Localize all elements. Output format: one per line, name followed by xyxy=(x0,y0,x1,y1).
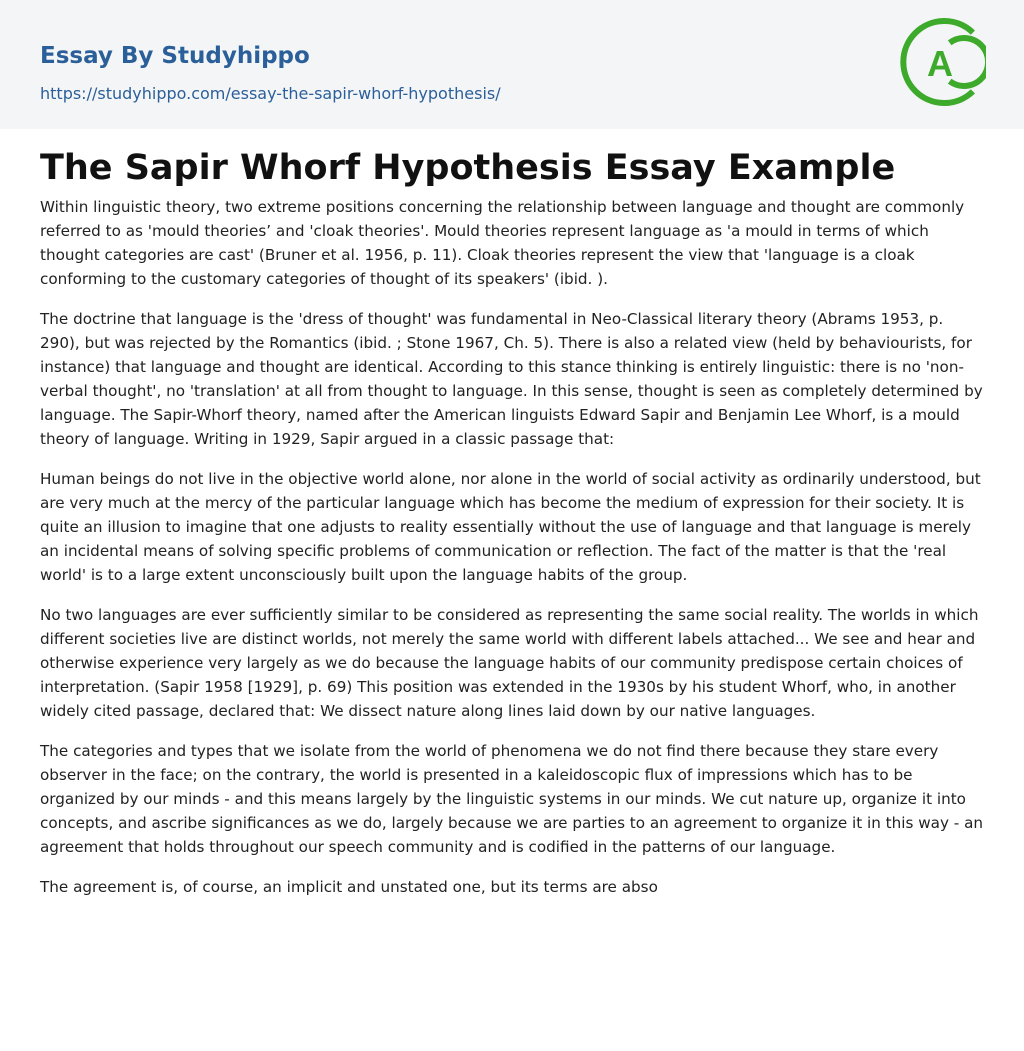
site-name[interactable]: Essay By Studyhippo xyxy=(40,43,310,69)
essay-paragraph: The agreement is, of course, an implicit and unstated one, but its terms are abso xyxy=(40,878,658,896)
essay-paragraph: Within linguistic theory, two extreme positions concerning the relationship between language and thought are commonly referred to as 'mould theories’ and 'cloak theories'. Mould theories represent language as 'a mould in terms of which thought categories are cast' (Bruner et al. 1956, p. 11). Cloak theories represent the view that 'language is a cloak conforming to the customary categories of thought of its speakers' (ibid. ). xyxy=(40,198,965,288)
studyhippo-logo-icon[interactable] xyxy=(898,18,986,106)
site-header xyxy=(0,0,1024,129)
logo-letter: A xyxy=(927,43,953,84)
essay-title: The Sapir Whorf Hypothesis Essay Example xyxy=(40,148,896,188)
essay-content xyxy=(0,129,1024,899)
essay-url-link[interactable]: https://studyhippo.com/essay-the-sapir-whorf-hypothesis/ xyxy=(40,84,501,103)
essay-paragraph: Human beings do not live in the objective world alone, nor alone in the world of social activity as ordinarily understood, but are very much at the mercy of the particular language which has become the medium of expression for their society. It is quite an illusion to imagine that one adjusts to reality essentially without the use of language and that language is merely an incidental means of solving specific problems of communication or reflection. The fact of the matter is that the 'real world' is to a large extent unconsciously built upon the language habits of the group. xyxy=(40,470,981,584)
essay-paragraph: The doctrine that language is the 'dress of thought' was fundamental in Neo-Classical literary theory (Abrams 1953, p. 290), but was rejected by the Romantics (ibid. ; Stone 1967, Ch. 5). There is also a related view (held by behaviourists, for instance) that language and thought are identical. According to this stance thinking is entirely linguistic: there is no 'non-verbal thought', no 'translation' at all from thought to language. In this sense, thought is seen as completely determined by language. The Sapir-Whorf theory, named after the American linguists Edward Sapir and Benjamin Lee Whorf, is a mould theory of language. Writing in 1929, Sapir argued in a classic passage that: xyxy=(40,310,983,448)
essay-paragraph: The categories and types that we isolate from the world of phenomena we do not find there because they stare every observer in the face; on the contrary, the world is presented in a kaleidoscopic flux of impressions which has to be organized by our minds - and this means largely by the linguistic systems in our minds. We cut nature up, organize it into concepts, and ascribe significances as we do, largely because we are parties to an agreement to organize it in this way - an agreement that holds throughout our speech community and is codified in the patterns of our language. xyxy=(40,742,984,856)
essay-paragraph: No two languages are ever sufficiently similar to be considered as representing the same social reality. The worlds in which different societies live are distinct worlds, not merely the same world with different labels attached... We see and hear and otherwise experience very largely as we do because the language habits of our community predispose certain choices of interpretation. (Sapir 1958 [1929], p. 69) This position was extended in the 1930s by his student Whorf, who, in another widely cited passage, declared that: We dissect nature along lines laid down by our native languages. xyxy=(40,606,979,720)
